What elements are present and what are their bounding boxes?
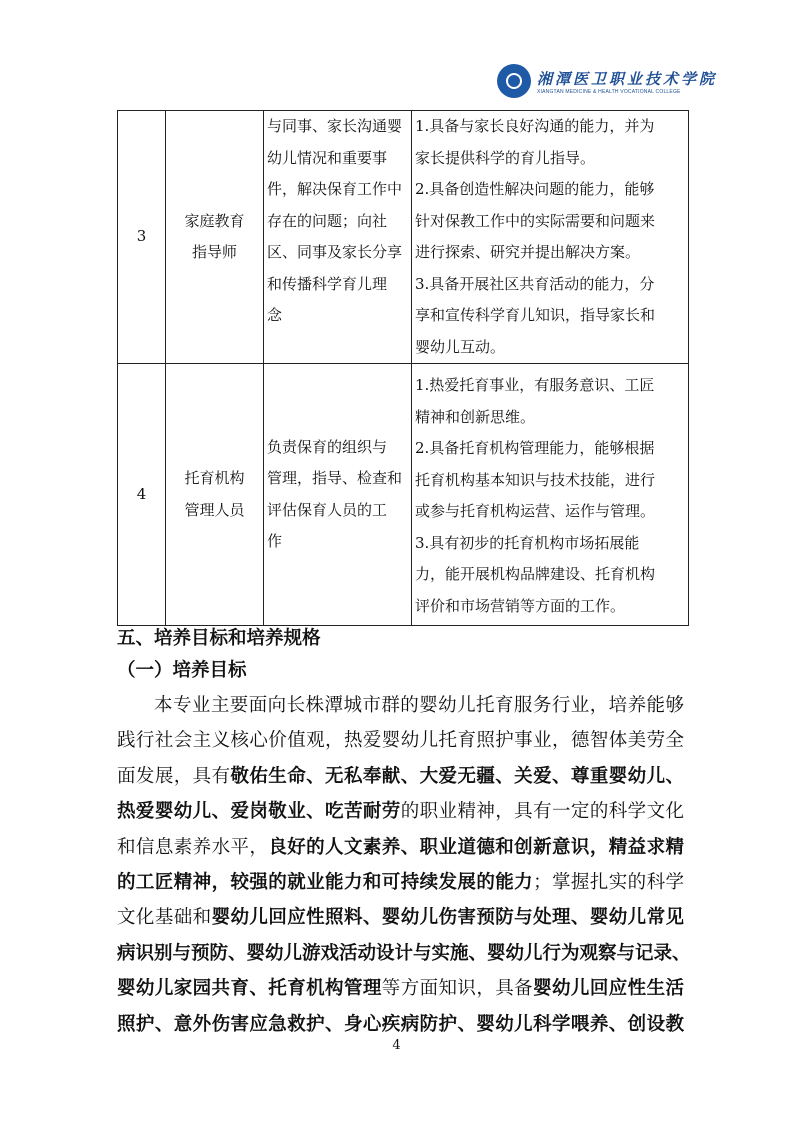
paragraph-line <box>117 936 691 971</box>
duties-line: 评估保育人员的工 <box>267 500 388 519</box>
bold-text: 婴幼儿家园共育、托育机构管理 <box>117 978 382 1000</box>
abilities-line: 享和宣传科学育儿知识，指导家长和 <box>415 306 656 324</box>
abilities-line: 2.具备托育机构管理能力，能够根据 <box>415 439 655 457</box>
abilities-line: 家长提供科学的育儿指导。 <box>415 148 596 167</box>
paragraph-line <box>117 830 684 865</box>
duties-line: 念 <box>267 306 283 324</box>
training-goal-paragraph <box>117 688 691 1042</box>
job-title-line: 管理人员 <box>184 500 245 519</box>
duties-line: 区、同事及家长分享 <box>267 243 403 261</box>
abilities-line: 2.具备创造性解决问题的能力，能够 <box>415 180 655 198</box>
text: 践行社会主义核心价值观，热爱婴幼儿托育照护事业，德智体美劳全 <box>117 730 684 752</box>
text: 本专业主要面向长株潭城市群的婴幼儿托育服务行业，培养能够 <box>154 695 684 716</box>
logo-chinese-name: 湘潭医卫职业技术学院 <box>537 69 718 88</box>
table-row <box>118 111 689 364</box>
abilities-line: 精神和创新思维。 <box>415 407 536 426</box>
abilities-line: 1.热爱托育事业，有服务意识、工匠 <box>415 376 655 394</box>
text: 文化基础和 <box>117 907 212 929</box>
bold-text: 照护、意外伤害应急救护、身心疾病防护、婴幼儿科学喂养、创设教 <box>117 1013 684 1035</box>
text: 面发展，具有 <box>117 765 231 787</box>
duties-cell <box>264 364 412 626</box>
duties-line: 和传播科学育儿理 <box>267 274 388 293</box>
section-heading: 五、培养目标和培养规格 <box>117 628 321 649</box>
abilities-cell <box>412 364 689 626</box>
bold-text: 婴幼儿回应性生活 <box>533 978 684 1000</box>
paragraph-line <box>117 794 684 829</box>
abilities-line: 进行探索、研究并提出解决方案。 <box>415 243 641 261</box>
duties-line: 管理，指导、检查和 <box>267 469 403 487</box>
job-title-cell <box>166 111 264 364</box>
row-number-cell: 4 <box>118 364 166 626</box>
text: 等方面知识，具备 <box>381 978 534 1000</box>
paragraph-line <box>117 971 684 1006</box>
abilities-line: 3.具备开展社区共育活动的能力，分 <box>415 274 655 293</box>
text: ；掌握扎实的科学 <box>533 871 684 893</box>
abilities-line: 1.具备与家长良好沟通的能力，并为 <box>415 117 655 135</box>
paragraph-line <box>117 865 684 900</box>
paragraph-line <box>117 759 684 794</box>
duties-line: 负责保育的组织与 <box>267 437 388 456</box>
logo-english-name: XIANGTAN MEDICINE & HEALTH VOCATIONAL COLLEGE <box>537 88 681 95</box>
occupation-table <box>117 110 689 626</box>
bold-text: 热爱婴幼儿、爱岗敬业、吃苦耐劳 <box>117 801 401 823</box>
duties-line: 存在的问题；向社 <box>267 211 388 230</box>
duties-line: 作 <box>267 532 283 550</box>
page-number: 4 <box>392 1038 401 1053</box>
job-title-line: 托育机构 <box>184 469 245 487</box>
abilities-line: 婴幼儿互动。 <box>415 337 506 356</box>
abilities-line: 力，能开展机构品牌建设、托育机构 <box>415 565 656 583</box>
abilities-line: 评价和市场营销等方面的工作。 <box>415 596 626 615</box>
bold-text: 敬佑生命、无私奉献、大爱无疆、关爱、尊重婴幼儿、 <box>230 765 684 787</box>
paragraph-line <box>117 900 684 935</box>
paragraph-line <box>117 1007 684 1042</box>
duties-line: 与同事、家长沟通婴 <box>267 117 403 135</box>
duties-line: 幼儿情况和重要事 <box>267 148 388 167</box>
college-seal-icon <box>497 64 531 98</box>
bold-text: 良好的人文素养、职业道德和创新意识，精益求精 <box>268 836 684 858</box>
table-row <box>118 364 689 626</box>
abilities-cell <box>412 111 689 364</box>
bold-text: 婴幼儿回应性照料、婴幼儿伤害预防与处理、婴幼儿常见 <box>211 907 684 929</box>
college-logo <box>497 64 717 98</box>
duties-cell <box>264 111 412 364</box>
abilities-line: 或参与托育机构运营、运作与管理。 <box>415 502 656 520</box>
job-title-cell <box>166 364 264 626</box>
text: 和信息素养水平， <box>117 836 269 858</box>
paragraph-line <box>117 688 684 723</box>
duties-line: 件，解决保育工作中 <box>267 180 403 198</box>
subsection-heading: （一）培养目标 <box>117 660 247 681</box>
paragraph-line <box>117 723 684 758</box>
bold-text: 病识别与预防、婴幼儿游戏活动设计与实施、婴幼儿行为观察与记录、 <box>117 942 691 964</box>
abilities-line: 针对保教工作中的实际需要和问题来 <box>415 211 656 230</box>
bold-text: 的工匠精神，较强的就业能力和可持续发展的能力 <box>117 871 534 893</box>
text: 的职业精神，具有一定的科学文化 <box>400 801 684 823</box>
abilities-line: 托育机构基本知识与技术技能，进行 <box>415 470 656 489</box>
abilities-line: 3.具有初步的托育机构市场拓展能 <box>415 533 640 552</box>
row-number-cell: 3 <box>118 111 166 364</box>
job-title-line: 家庭教育 <box>184 211 245 230</box>
job-title-line: 指导师 <box>191 243 237 261</box>
